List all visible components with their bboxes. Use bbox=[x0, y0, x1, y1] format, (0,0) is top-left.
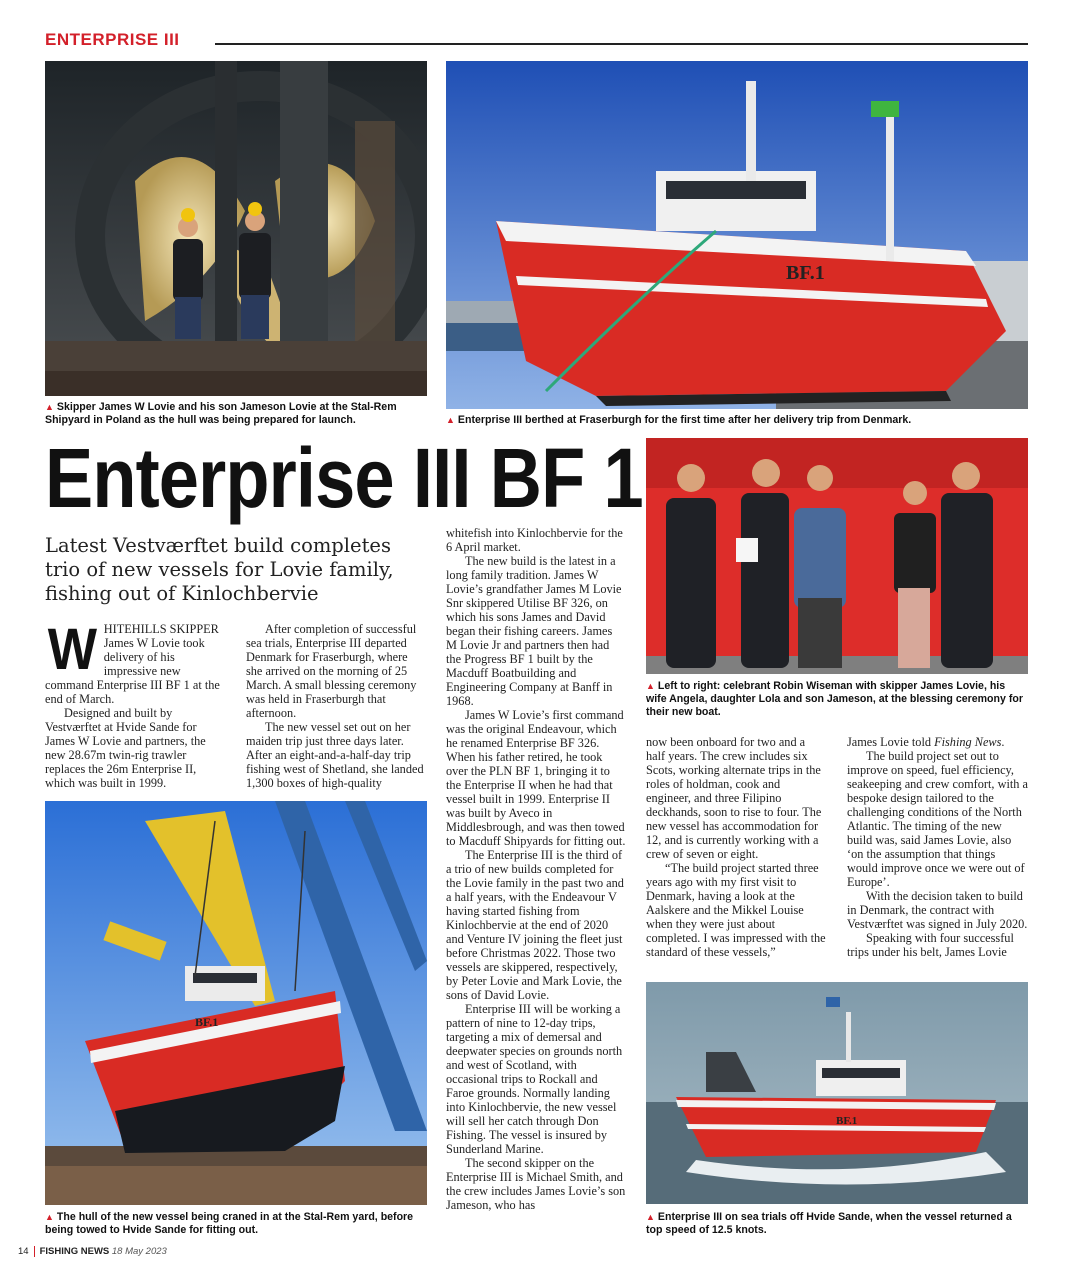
hull-marking: BF.1 bbox=[836, 1115, 858, 1127]
drop-cap: W bbox=[47, 617, 98, 682]
photo-sea-trials bbox=[646, 982, 1028, 1204]
caption-sea-trials: ▲ Enterprise III on sea trials off Hvide Sande, when the vessel returned a top speed of 12.5 knots. bbox=[646, 1211, 1012, 1236]
publication-name: FISHING NEWS bbox=[39, 1246, 110, 1258]
caret-icon: ▲ bbox=[446, 415, 455, 425]
caption-craned: ▲ The hull of the new vessel being craned in at the Stal-Rem yard, before being towed to Hvide Sande for fitting out. bbox=[45, 1211, 414, 1236]
article-column-2: After completion of successful sea trials, Enterprise III departed Denmark for Fraserburgh, where she arrived on the morning of 25 March. A small blessing ceremony was held in Fraserburgh that afternoon. The new vessel set out on her maiden trip just three days later. After an eight-and-a-half-day trip fishing west of Shetland, she landed 1,300 boxes of high-quality bbox=[246, 622, 424, 790]
article-headline: Enterprise III BF 1 bbox=[45, 431, 643, 525]
article-column-1: W HITEHILLS SKIPPER James W Lovie took delivery of his impressive new command Enterprise III BF 1 at the end of March. Designed and built by Vestværftet at Hvide Sande for James W Lovie and partners, the new 28.67m twin-rig trawler replaces the 26m Enterprise II, which was built in 1999. bbox=[45, 617, 220, 790]
page-number: 14 bbox=[18, 1246, 29, 1258]
photo-propeller bbox=[45, 61, 427, 396]
issue-date: 18 May 2023 bbox=[111, 1246, 167, 1258]
article-standfirst: Latest Vestværftet build completes trio of new vessels for Lovie family, fishing out of Kinlochbervie bbox=[45, 534, 394, 605]
hull-marking: BF.1 bbox=[786, 262, 825, 284]
page-footer bbox=[18, 1246, 167, 1257]
caption-propeller: ▲ Skipper James W Lovie and his son Jameson Lovie at the Stal-Rem Shipyard in Poland as the hull was being prepared for launch. bbox=[45, 401, 397, 426]
photo-berthed bbox=[446, 61, 1028, 409]
caret-icon: ▲ bbox=[45, 1212, 54, 1222]
hull-marking: BF.1 bbox=[195, 1015, 219, 1029]
caret-icon: ▲ bbox=[45, 402, 54, 412]
caret-icon: ▲ bbox=[646, 681, 655, 691]
photo-craned bbox=[45, 801, 427, 1205]
footer-divider bbox=[34, 1246, 35, 1257]
caption-berthed: ▲ Enterprise III berthed at Fraserburgh for the first time after her delivery trip from Denmark. bbox=[446, 414, 912, 426]
header-rule bbox=[215, 43, 1028, 45]
photo-blessing bbox=[646, 438, 1028, 674]
caption-blessing: ▲ Left to right: celebrant Robin Wiseman with skipper James Lovie, his wife Angela, daughter Lola and son Jameson, at the blessing ceremony for their new boat. bbox=[646, 680, 1023, 718]
article-column-4: now been onboard for two and a half years. The crew includes six Scots, working alternate trips in the roles of holdman, cook and engineer, and three Filipino deckhands, soon to rise to four. The new vessel has accommodation for 12, and is currently working with a crew of seven or eight. “The build project started three years ago with my first visit to Denmark, having a look at the Aalskere and the Mikkel Louise when they were just about completed. I was impressed with the standard of these vessels,” bbox=[646, 735, 826, 959]
article-column-5: James Lovie told Fishing News. The build project set out to improve on speed, fuel efficiency, seakeeping and crew comfort, with a bespoke design tailored to the challenging conditions of the North Atlantic. The timing of the new build was, said James Lovie, also ‘on the assumption that things would improve once we were out of Europe’. With the decision taken to build in Denmark, the contract with Vestværftet was signed in July 2020. Speaking with four successful trips under his belt, James Lovie bbox=[847, 735, 1028, 959]
section-tag: ENTERPRISE III bbox=[45, 30, 180, 49]
caret-icon: ▲ bbox=[646, 1212, 655, 1222]
article-column-3: whitefish into Kinlochbervie for the 6 April market. The new build is the latest in a long family tradition. James W Lovie’s grandfather James M Lovie Snr skippered Utilise BF 326, on which his sons James and David began their fishing careers. James M Lovie Jr and partners then had the Progress BF 1 built by the Macduff Boatbuilding and Engineering Company at Banff in 1968. James W Lovie’s first command was the original Endeavour, which he renamed Enterprise BF 326. When his father retired, he took over the PLN BF 1, bringing it to the Enterprise II when he had that vessel built in 1999. Enterprise II was built by Aveco in Middlesbrough, and was then towed to Macduff Shipyards for fitting out. The Enterprise III is the third of a trio of new builds completed for the Lovie family in the past two and a half years, with the Endeavour V having started fishing from Kinlochbervie at the end of 2020 and Venture IV joining the fleet just before Christmas 2022. Those two vessels are skippered, respectively, by Peter Lovie and Mark Lovie, the sons of David Lovie. Enterprise III will be working a pattern of nine to 12-day trips, targeting a mix of demersal and deepwater species on grounds north and west of Scotland, with occasional trips to Rockall and Faroe grounds. Normally landing into Kinlochbervie, the new vessel will sell her catch through Don Fishing. The vessel is insured by Sunderland Marine. The second skipper on the Enterprise III is Michael Smith, and the crew includes James Lovie’s son Jameson, who has bbox=[446, 526, 626, 1212]
